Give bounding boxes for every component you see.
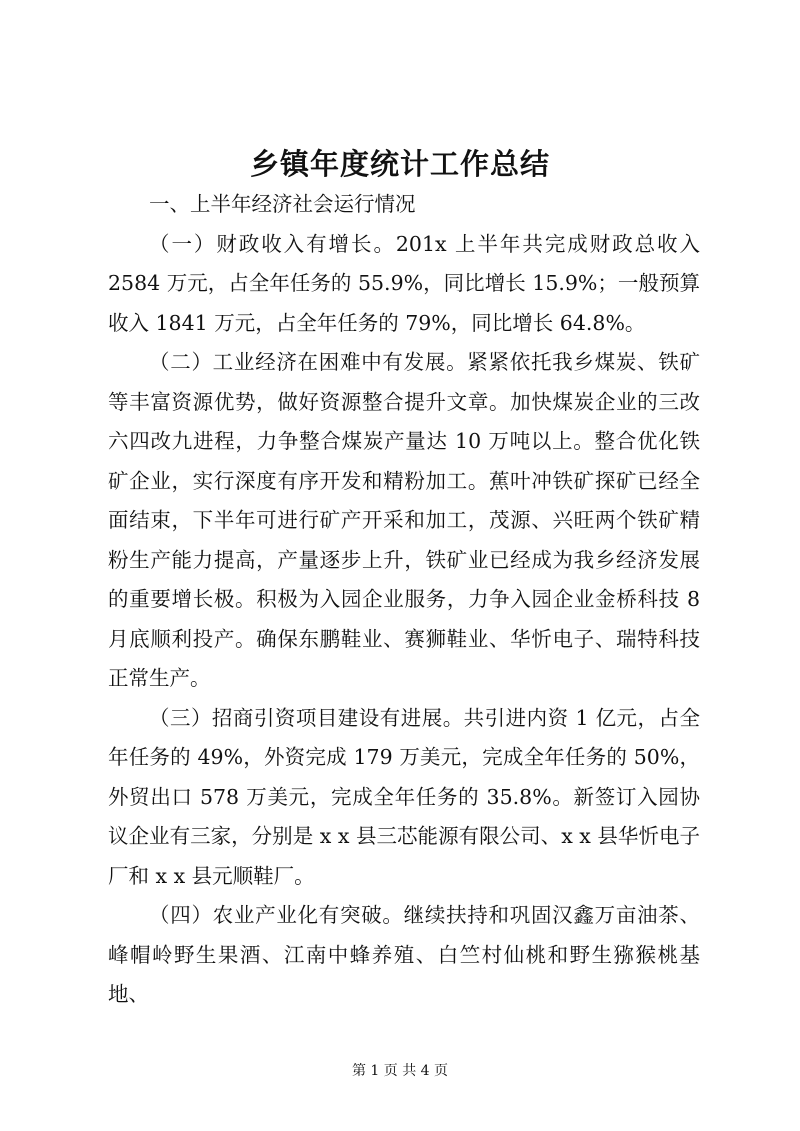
paragraph-investment-projects: （三）招商引资项目建设有进展。共引进内资 1 亿元，占全年任务的 49%，外资完成 179 万美元，完成全年任务的 50%，外贸出口 578 万美元，完成全年任务的 35.8%。新签订入园协议企业有三家，分别是 x x 县三芯能源有限公司、x x 县华忻电子厂和 x x 县元顺鞋厂。: [108, 705, 700, 888]
document-title: 乡镇年度统计工作总结: [249, 147, 550, 181]
paragraph-industrial-economy: （二）工业经济在困难中有发展。紧紧依托我乡煤炭、铁矿等丰富资源优势，做好资源整合提升文章。加快煤炭企业的三改六四改九进程，力争整合煤炭产量达 10 万吨以上。整合优化铁矿企业，实行深度有序开发和精粉加工。蕉叶冲铁矿探矿已经全面结束，下半年可进行矿产开采和加工，茂源、兴旺两个铁矿精粉生产能力提高，产量逐步上升，铁矿业已经成为我乡经济发展的重要增长极。积极为入园企业服务，力争入园企业金桥科技 8 月底顺利投产。确保东鹏鞋业、赛狮鞋业、华忻电子、瑞特科技正常生产。: [108, 350, 700, 690]
paragraph-fiscal-revenue: （一）财政收入有增长。201x 上半年共完成财政总收入 2584 万元，占全年任务的 55.9%，同比增长 15.9%；一般预算收入 1841 万元，占全年任务的 79%，同比增长 64.8%。: [108, 231, 700, 335]
section-heading: 一、上半年经济社会运行情况: [149, 192, 416, 216]
document-body: [108, 185, 700, 1015]
paragraph-agriculture: （四）农业产业化有突破。继续扶持和巩固汉鑫万亩油茶、峰帽岭野生果酒、江南中蜂养殖、白竺村仙桃和野生猕猴桃基地、: [108, 903, 700, 1006]
page-footer: 第 1 页 共 4 页: [351, 1063, 449, 1079]
